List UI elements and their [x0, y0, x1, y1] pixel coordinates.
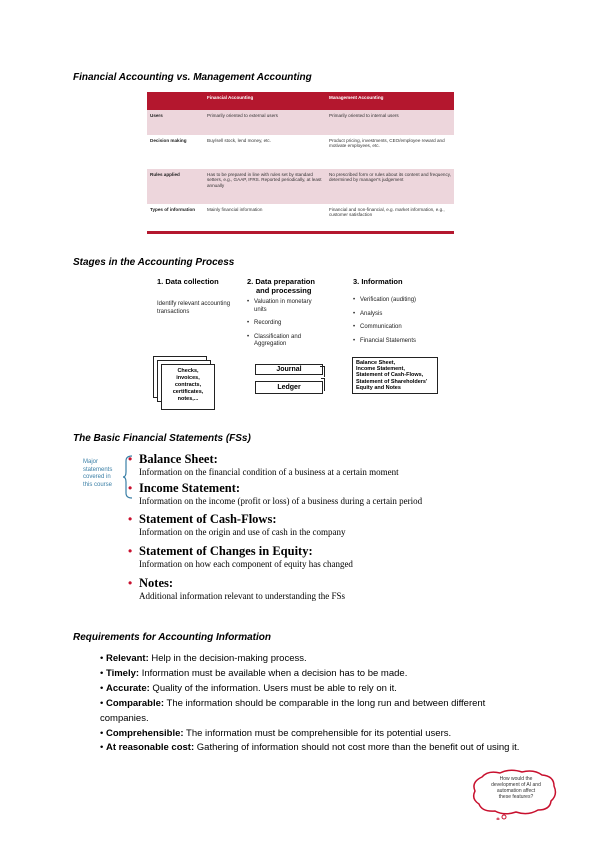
fs-item-income-statement — [128, 481, 423, 507]
fs-box-line: Equity and Notes — [356, 384, 401, 391]
stage-item-list — [247, 299, 325, 349]
bullet-icon: • — [128, 452, 133, 466]
side-note-line: this course — [83, 481, 113, 488]
fs-item-cash-flows — [128, 512, 346, 538]
list-item: • Comparable: The information should be comparable in the long run and between different companies. — [100, 697, 486, 724]
requirement-text: Information must be available when a decision has to be made. — [139, 667, 408, 679]
list-item: • Verification (auditing) — [353, 297, 463, 305]
fs-box-line: Balance Sheet, — [356, 360, 396, 366]
requirement-term: Timely: — [105, 667, 140, 679]
document-text-line: certificates, — [172, 389, 204, 395]
comparison-table — [147, 92, 454, 234]
list-item: • Financial Statements — [353, 338, 463, 346]
fs-item-changes-in-equity — [128, 544, 353, 570]
bullet-icon: • — [128, 544, 133, 558]
document-text-line: notes,... — [177, 396, 199, 402]
list-item: • Recording — [247, 320, 325, 328]
stage-col-data-preparation — [247, 277, 337, 355]
list-item: • At reasonable cost: Gathering of information should not cost more than the benefit out of using it. — [100, 742, 520, 754]
stage-description: Identify relevant accounting transactions — [157, 301, 231, 315]
table-cell: No prescribed form or rules about its content and frequency, determined by manager's judgement — [326, 169, 454, 204]
thought-bubble-text — [480, 776, 552, 800]
list-item: • Valuation in monetary units — [247, 299, 325, 314]
bubble-line: How would the — [499, 776, 533, 782]
table-header-cell: Financial Accounting — [204, 92, 326, 110]
table-cell: Decision making — [147, 135, 204, 169]
list-item: • Timely: Information must be available when a decision has to be made. — [100, 667, 408, 679]
requirement-term: Comprehensible: — [105, 727, 184, 739]
fs-desc: Information on how each component of equity has changed — [139, 559, 353, 569]
stage-title: 3. Information — [353, 277, 403, 286]
journal-box-shadow — [320, 366, 325, 377]
ledger-box-shadow — [321, 378, 325, 391]
bubble-line: development of AI and — [491, 782, 541, 788]
fs-title: Income Statement: — [139, 481, 241, 495]
list-item: • Classification and Aggregation — [247, 334, 325, 349]
requirement-term: Comparable: — [105, 697, 165, 709]
requirements-list — [100, 652, 526, 756]
fs-box-line: Income Statement, — [356, 366, 405, 373]
stage-col-data-collection — [157, 277, 253, 316]
bullet-icon: • — [128, 576, 133, 590]
stage-item-list — [353, 297, 463, 345]
list-item: • Analysis — [353, 311, 463, 319]
table-bottom-bar — [147, 231, 454, 234]
side-note-line: Major — [83, 459, 99, 465]
stage-title: 2. Data preparation — [247, 277, 315, 286]
section-title-stages: Stages in the Accounting Process — [73, 257, 235, 268]
journal-box — [255, 364, 323, 375]
table-cell: Product pricing, investments, CEO/employee reward and motivate employees, etc. — [326, 135, 454, 169]
table-cell: Types of information — [147, 204, 204, 231]
section-title-requirements: Requirements for Accounting Information — [73, 632, 271, 643]
table-row — [147, 135, 454, 169]
requirement-term: Relevant: — [105, 653, 149, 664]
side-note-line: covered in — [83, 474, 111, 480]
list-item: • Communication — [353, 324, 463, 332]
table-cell: Buy/sell stock, lend money, etc. — [204, 135, 326, 169]
requirement-term: At reasonable cost: — [105, 742, 195, 754]
fs-box-line: Statement of Cash-Flows, — [356, 372, 424, 379]
ledger-box — [255, 381, 323, 394]
table-cell: Users — [147, 110, 204, 135]
table-cell: Has to be prepared in line with rules set by standard setters, e.g., GAAP, IFRS. Reported periodically, at least annually — [204, 169, 326, 204]
requirement-text: The information must be comprehensible for its potential users. — [183, 727, 452, 739]
list-item: • Relevant: Help in the decision-making process. — [100, 653, 307, 664]
list-item: • Accurate: Quality of the information. Users must be able to rely on it. — [100, 682, 397, 694]
stage-title: 1. Data collection — [157, 277, 219, 286]
document-stack-front — [161, 364, 215, 410]
bullet-icon: • — [128, 481, 133, 495]
requirement-text: Help in the decision-making process. — [148, 653, 307, 664]
journal-label: Journal — [276, 366, 302, 373]
fs-title: Statement of Cash-Flows: — [139, 512, 277, 526]
fs-desc: Information on the origin and use of cash in the company — [139, 527, 346, 537]
fs-title: Notes: — [139, 576, 174, 590]
table-cell: Financial and non-financial, e.g. market information, e.g., customer satisfaction — [326, 204, 454, 231]
requirement-text: The information should be comparable in the long run and between different companies. — [100, 697, 486, 724]
ledger-label: Ledger — [277, 384, 301, 391]
table-header-cell — [147, 92, 204, 110]
requirement-text: Gathering of information should not cost more than the benefit out of using it. — [194, 742, 520, 754]
fs-item-notes — [128, 576, 345, 602]
document-text-line: contracts, — [174, 382, 202, 388]
side-note-line: statements — [83, 466, 113, 473]
fs-desc: Information on the income (profit or loss) of a business during a certain period — [139, 496, 423, 506]
fs-item-balance-sheet — [128, 452, 399, 478]
table-row — [147, 204, 454, 231]
fs-desc: Information on the financial condition of a business at a certain moment — [139, 467, 399, 477]
fs-box-line: Statement of Shareholders' — [356, 378, 428, 385]
bubble-line: these features? — [498, 794, 534, 800]
table-header-row — [147, 92, 454, 110]
document-text-line: Checks, — [177, 368, 199, 374]
table-cell: Mainly financial information — [204, 204, 326, 231]
table-cell: Primarily oriented to external users — [204, 110, 326, 135]
requirement-text: Quality of the information. Users must be able to rely on it. — [149, 682, 397, 694]
section-title-basic-fs: The Basic Financial Statements (FSs) — [73, 433, 251, 444]
table-row — [147, 169, 454, 204]
fs-desc: Additional information relevant to understanding the FSs — [139, 591, 345, 601]
fs-title: Balance Sheet: — [139, 452, 218, 466]
stage-title-cont: and processing — [256, 286, 312, 295]
side-note — [83, 459, 112, 489]
fs-title: Statement of Changes in Equity: — [139, 544, 313, 558]
table-header-cell: Management Accounting — [326, 92, 454, 110]
bubble-line: automation affect — [496, 788, 536, 794]
document-text-line: invoices, — [176, 375, 200, 381]
stage-col-information — [353, 277, 463, 351]
table-row — [147, 110, 454, 135]
section-title-fin-vs-mgmt: Financial Accounting vs. Management Accounting — [73, 72, 312, 83]
table-cell: Primarily oriented to internal users — [326, 110, 454, 135]
table-cell: Rules applied — [147, 169, 204, 204]
requirement-term: Accurate: — [105, 682, 150, 694]
list-item: • Comprehensible: The information must be comprehensible for its potential users. — [100, 727, 452, 739]
bullet-icon: • — [128, 512, 133, 526]
financial-statements-box — [352, 357, 438, 394]
